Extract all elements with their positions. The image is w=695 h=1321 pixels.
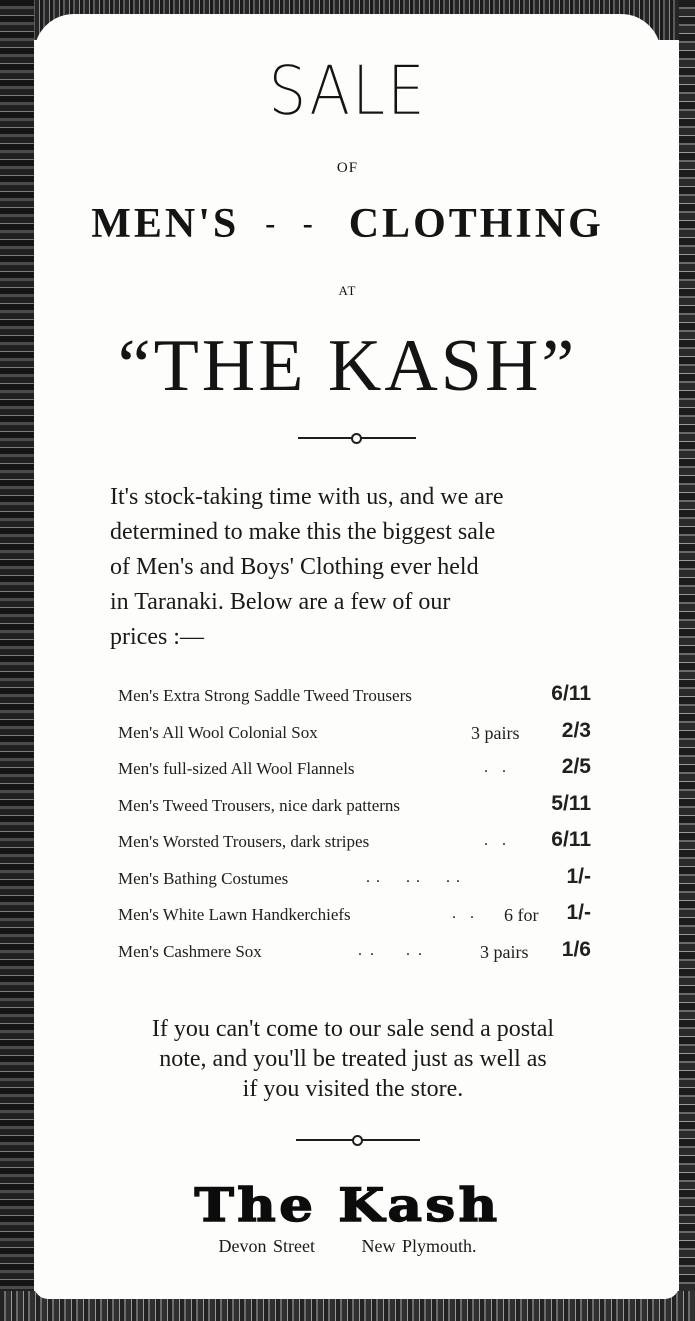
store-signature: The Kash bbox=[194, 1178, 501, 1232]
item-name: Men's Tweed Trousers, nice dark patterns bbox=[118, 795, 401, 815]
mens-word: MEN'S bbox=[91, 201, 240, 247]
mens-clothing-heading bbox=[0, 200, 695, 248]
item-quantity: 3 pairs bbox=[480, 941, 529, 962]
item-quantity: 3 pairs bbox=[471, 722, 520, 743]
clothing-word: CLOTHING bbox=[348, 201, 604, 247]
closing-paragraph bbox=[108, 1014, 598, 1104]
price-row bbox=[118, 863, 591, 900]
price-row bbox=[118, 899, 591, 936]
intro-line: determined to make this the biggest sale bbox=[110, 519, 496, 545]
item-name: Men's full-sized All Wool Flannels bbox=[118, 759, 355, 778]
item-name: Men's All Wool Colonial Sox bbox=[118, 722, 318, 742]
price-row bbox=[118, 717, 591, 754]
sale-heading: SALE bbox=[268, 52, 427, 131]
store-name-heading: “THE KASH” bbox=[117, 325, 578, 407]
item-price: 1/- bbox=[566, 901, 591, 924]
item-price: 6/11 bbox=[551, 828, 591, 851]
item-price: 1/6 bbox=[561, 937, 591, 961]
ornament-divider bbox=[296, 1134, 420, 1146]
item-quantity: 6 for bbox=[504, 905, 539, 925]
intro-line: It's stock-taking time with us, and we are bbox=[110, 484, 504, 510]
price-list bbox=[118, 680, 591, 972]
border-top-corner bbox=[34, 14, 661, 54]
closing-line: note, and you'll be treated just as well as bbox=[159, 1046, 547, 1072]
closing-line: if you visited the store. bbox=[242, 1076, 464, 1102]
border-right bbox=[679, 0, 695, 1321]
heading-separator: - - bbox=[265, 207, 323, 240]
item-price: 1/- bbox=[566, 864, 591, 888]
ornament-divider bbox=[298, 432, 416, 444]
leader-dots: .. bbox=[484, 832, 520, 849]
price-row bbox=[118, 753, 591, 790]
intro-line: prices :— bbox=[110, 624, 204, 650]
item-price: 6/11 bbox=[551, 682, 591, 705]
item-name: Men's Worsted Trousers, dark stripes bbox=[118, 832, 370, 851]
item-name: Men's Extra Strong Saddle Tweed Trousers bbox=[118, 686, 412, 705]
price-row bbox=[118, 790, 591, 827]
closing-line: If you can't come to our sale send a postal bbox=[151, 1016, 555, 1042]
price-row bbox=[118, 680, 591, 717]
at-label: AT bbox=[338, 283, 357, 298]
of-label: OF bbox=[336, 160, 359, 176]
leader-dots: .. .. bbox=[358, 941, 430, 959]
leader-dots: .. bbox=[452, 905, 488, 922]
address-street: Devon Street bbox=[218, 1236, 315, 1256]
border-bottom-corner bbox=[34, 1269, 679, 1299]
leader-dots: .. bbox=[484, 759, 520, 776]
intro-line: of Men's and Boys' Clothing ever held bbox=[110, 554, 479, 580]
intro-line: in Taranaki. Below are a few of our bbox=[110, 589, 451, 615]
store-address bbox=[0, 1236, 695, 1257]
item-price: 5/11 bbox=[551, 791, 591, 815]
price-row bbox=[118, 826, 591, 863]
item-price: 2/5 bbox=[561, 755, 591, 778]
border-left bbox=[0, 0, 34, 1321]
intro-paragraph bbox=[110, 480, 596, 655]
item-name: Men's Bathing Costumes bbox=[118, 868, 289, 888]
price-row bbox=[118, 936, 591, 973]
leader-dots: .. .. .. bbox=[366, 868, 466, 886]
address-town: New Plymouth. bbox=[361, 1236, 477, 1256]
item-name: Men's Cashmere Sox bbox=[118, 941, 262, 961]
item-name: Men's White Lawn Handkerchiefs bbox=[118, 905, 351, 924]
item-price: 2/3 bbox=[561, 718, 591, 742]
